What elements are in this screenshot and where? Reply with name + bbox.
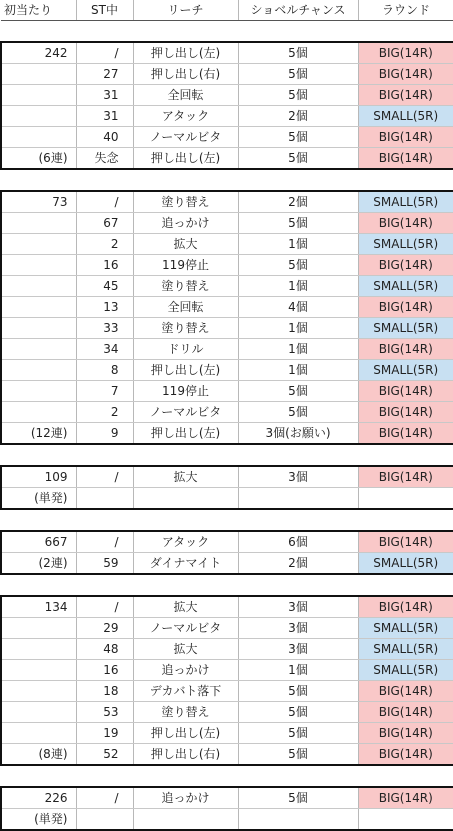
reach-cell[interactable]: デカバト落下 xyxy=(133,681,238,702)
st-cell[interactable]: / xyxy=(76,42,133,64)
st-cell[interactable]: 67 xyxy=(76,213,133,234)
header-hit[interactable]: 初当たり xyxy=(1,0,76,21)
reach-cell[interactable]: 押し出し(右) xyxy=(133,64,238,85)
hit-cell[interactable] xyxy=(1,127,76,148)
spacer-cell[interactable] xyxy=(133,509,238,531)
shovel-cell[interactable]: 5個 xyxy=(238,85,358,106)
hit-cell[interactable] xyxy=(1,681,76,702)
round-cell[interactable]: SMALL(5R) xyxy=(358,191,453,213)
spacer-cell[interactable] xyxy=(358,509,453,531)
st-cell[interactable]: / xyxy=(76,596,133,618)
shovel-cell[interactable]: 5個 xyxy=(238,702,358,723)
reach-cell[interactable]: 拡大 xyxy=(133,596,238,618)
table-row xyxy=(1,596,453,618)
spacer-cell[interactable] xyxy=(238,169,358,191)
round-cell[interactable]: SMALL(5R) xyxy=(358,234,453,255)
spacer-cell[interactable] xyxy=(1,574,76,596)
hit-cell[interactable] xyxy=(1,234,76,255)
st-cell[interactable]: 29 xyxy=(76,618,133,639)
hit-cell[interactable]: 134 xyxy=(1,596,76,618)
table-row xyxy=(1,276,453,297)
hit-cell[interactable]: 667 xyxy=(1,531,76,553)
st-cell[interactable]: 19 xyxy=(76,723,133,744)
table-row xyxy=(1,318,453,339)
round-cell[interactable]: BIG(14R) xyxy=(358,423,453,445)
shovel-cell[interactable] xyxy=(238,488,358,510)
round-cell[interactable]: SMALL(5R) xyxy=(358,553,453,575)
st-cell[interactable]: 27 xyxy=(76,64,133,85)
table-row xyxy=(1,42,453,64)
table-row xyxy=(1,381,453,402)
st-cell[interactable]: 48 xyxy=(76,639,133,660)
round-cell[interactable] xyxy=(358,809,453,831)
round-cell[interactable]: BIG(14R) xyxy=(358,127,453,148)
group-spacer xyxy=(1,574,453,596)
table-row xyxy=(1,85,453,106)
st-cell[interactable]: 59 xyxy=(76,553,133,575)
shovel-cell[interactable]: 5個 xyxy=(238,723,358,744)
st-cell[interactable]: 2 xyxy=(76,234,133,255)
shovel-cell[interactable]: 3個 xyxy=(238,466,358,488)
reach-cell[interactable]: 塗り替え xyxy=(133,276,238,297)
spacer-cell[interactable] xyxy=(133,444,238,466)
table-row xyxy=(1,618,453,639)
table-row xyxy=(1,466,453,488)
round-cell[interactable]: BIG(14R) xyxy=(358,787,453,809)
spacer-cell[interactable] xyxy=(358,21,453,43)
group-spacer xyxy=(1,444,453,466)
st-cell[interactable]: 16 xyxy=(76,660,133,681)
table-row xyxy=(1,553,453,575)
spacer-cell[interactable] xyxy=(76,765,133,787)
hit-cell[interactable] xyxy=(1,297,76,318)
st-cell[interactable]: 33 xyxy=(76,318,133,339)
table-row xyxy=(1,127,453,148)
shovel-cell[interactable]: 2個 xyxy=(238,106,358,127)
header-st[interactable]: ST中 xyxy=(76,0,133,21)
reach-cell[interactable]: 押し出し(左) xyxy=(133,360,238,381)
table-row xyxy=(1,106,453,127)
reach-cell[interactable]: 押し出し(左) xyxy=(133,423,238,445)
spacer-cell[interactable] xyxy=(1,509,76,531)
st-cell[interactable]: 34 xyxy=(76,339,133,360)
reach-cell[interactable]: 拡大 xyxy=(133,466,238,488)
spacer-cell[interactable] xyxy=(76,21,133,43)
shovel-cell[interactable]: 1個 xyxy=(238,360,358,381)
hit-cell[interactable]: 242 xyxy=(1,42,76,64)
round-cell[interactable]: SMALL(5R) xyxy=(358,639,453,660)
shovel-cell[interactable]: 3個 xyxy=(238,639,358,660)
header-reach[interactable]: リーチ xyxy=(133,0,238,21)
round-cell[interactable]: SMALL(5R) xyxy=(358,360,453,381)
hit-cell[interactable] xyxy=(1,702,76,723)
round-cell[interactable]: BIG(14R) xyxy=(358,723,453,744)
reach-cell[interactable]: 拡大 xyxy=(133,639,238,660)
table-row xyxy=(1,681,453,702)
hit-cell[interactable] xyxy=(1,106,76,127)
spacer-cell[interactable] xyxy=(238,509,358,531)
reach-cell[interactable]: 全回転 xyxy=(133,85,238,106)
table-row xyxy=(1,402,453,423)
reach-cell[interactable]: 塗り替え xyxy=(133,318,238,339)
reach-cell[interactable]: 119停止 xyxy=(133,255,238,276)
shovel-cell[interactable]: 4個 xyxy=(238,297,358,318)
hit-cell[interactable] xyxy=(1,618,76,639)
table-row xyxy=(1,787,453,809)
spacer-cell[interactable] xyxy=(133,169,238,191)
hit-cell[interactable]: (単発) xyxy=(1,809,76,831)
shovel-cell[interactable]: 5個 xyxy=(238,744,358,766)
st-cell[interactable]: 13 xyxy=(76,297,133,318)
st-cell[interactable]: 7 xyxy=(76,381,133,402)
reach-cell[interactable]: 押し出し(左) xyxy=(133,723,238,744)
shovel-cell[interactable]: 1個 xyxy=(238,276,358,297)
reach-cell[interactable]: 全回転 xyxy=(133,297,238,318)
shovel-cell[interactable]: 5個 xyxy=(238,64,358,85)
st-cell[interactable]: 18 xyxy=(76,681,133,702)
reach-cell[interactable]: アタック xyxy=(133,531,238,553)
reach-cell[interactable]: 塗り替え xyxy=(133,191,238,213)
table-row xyxy=(1,531,453,553)
reach-cell[interactable]: 追っかけ xyxy=(133,787,238,809)
reach-cell[interactable]: 押し出し(左) xyxy=(133,148,238,170)
st-cell[interactable]: 31 xyxy=(76,85,133,106)
spacer-cell[interactable] xyxy=(133,21,238,43)
hit-cell[interactable]: (単発) xyxy=(1,488,76,510)
round-cell[interactable]: BIG(14R) xyxy=(358,85,453,106)
spacer-cell[interactable] xyxy=(238,21,358,43)
spacer-cell[interactable] xyxy=(76,169,133,191)
shovel-cell[interactable]: 2個 xyxy=(238,191,358,213)
reach-cell[interactable]: 押し出し(右) xyxy=(133,744,238,766)
spacer-cell[interactable] xyxy=(238,444,358,466)
spacer-cell[interactable] xyxy=(76,509,133,531)
shovel-cell[interactable]: 5個 xyxy=(238,255,358,276)
spacer-cell[interactable] xyxy=(76,444,133,466)
reach-cell[interactable]: 押し出し(左) xyxy=(133,42,238,64)
round-cell[interactable]: SMALL(5R) xyxy=(358,318,453,339)
st-cell[interactable]: 8 xyxy=(76,360,133,381)
reach-cell[interactable] xyxy=(133,809,238,831)
spacer-cell[interactable] xyxy=(358,574,453,596)
hit-cell[interactable]: (6連) xyxy=(1,148,76,170)
hit-cell[interactable]: 73 xyxy=(1,191,76,213)
round-cell[interactable]: SMALL(5R) xyxy=(358,660,453,681)
st-cell[interactable]: / xyxy=(76,466,133,488)
shovel-cell[interactable]: 1個 xyxy=(238,234,358,255)
hit-cell[interactable] xyxy=(1,64,76,85)
hit-cell[interactable]: 226 xyxy=(1,787,76,809)
table-row xyxy=(1,360,453,381)
st-cell[interactable] xyxy=(76,809,133,831)
header-row xyxy=(1,0,453,21)
st-cell[interactable]: / xyxy=(76,531,133,553)
group-spacer xyxy=(1,21,453,43)
spacer-cell[interactable] xyxy=(358,169,453,191)
hit-cell[interactable]: 109 xyxy=(1,466,76,488)
reach-cell[interactable]: 塗り替え xyxy=(133,702,238,723)
st-cell[interactable]: 53 xyxy=(76,702,133,723)
hit-cell[interactable] xyxy=(1,318,76,339)
reach-cell[interactable]: ノーマルビタ xyxy=(133,402,238,423)
spacer-cell[interactable] xyxy=(1,169,76,191)
shovel-cell[interactable]: 2個 xyxy=(238,553,358,575)
shovel-cell[interactable]: 6個 xyxy=(238,531,358,553)
reach-cell[interactable]: ノーマルビタ xyxy=(133,618,238,639)
hit-cell[interactable] xyxy=(1,360,76,381)
hit-cell[interactable] xyxy=(1,213,76,234)
st-cell[interactable]: 16 xyxy=(76,255,133,276)
reach-cell[interactable]: ドリル xyxy=(133,339,238,360)
header-round[interactable]: ラウンド xyxy=(358,0,453,21)
round-cell[interactable]: BIG(14R) xyxy=(358,297,453,318)
st-cell[interactable]: / xyxy=(76,191,133,213)
st-cell[interactable]: 52 xyxy=(76,744,133,766)
shovel-cell[interactable]: 3個(お願い) xyxy=(238,423,358,445)
spacer-cell[interactable] xyxy=(1,21,76,43)
round-cell[interactable]: BIG(14R) xyxy=(358,64,453,85)
hit-cell[interactable] xyxy=(1,402,76,423)
shovel-cell[interactable]: 3個 xyxy=(238,596,358,618)
round-cell[interactable]: BIG(14R) xyxy=(358,744,453,766)
st-cell[interactable]: 31 xyxy=(76,106,133,127)
st-cell[interactable] xyxy=(76,488,133,510)
reach-cell[interactable]: ダイナマイト xyxy=(133,553,238,575)
reach-cell[interactable]: ノーマルビタ xyxy=(133,127,238,148)
shovel-cell[interactable]: 5個 xyxy=(238,787,358,809)
round-cell[interactable]: BIG(14R) xyxy=(358,42,453,64)
table-row xyxy=(1,148,453,170)
st-cell[interactable]: / xyxy=(76,787,133,809)
hit-cell[interactable] xyxy=(1,255,76,276)
round-cell[interactable]: BIG(14R) xyxy=(358,213,453,234)
table-row xyxy=(1,297,453,318)
shovel-cell[interactable]: 5個 xyxy=(238,381,358,402)
table-row xyxy=(1,744,453,766)
round-cell[interactable]: BIG(14R) xyxy=(358,531,453,553)
group-spacer xyxy=(1,509,453,531)
hit-cell[interactable] xyxy=(1,381,76,402)
hit-cell[interactable]: (12連) xyxy=(1,423,76,445)
shovel-cell[interactable]: 1個 xyxy=(238,318,358,339)
round-cell[interactable]: BIG(14R) xyxy=(358,339,453,360)
shovel-cell[interactable]: 3個 xyxy=(238,618,358,639)
group-spacer xyxy=(1,765,453,787)
hit-cell[interactable] xyxy=(1,660,76,681)
spacer-cell[interactable] xyxy=(1,765,76,787)
hit-cell[interactable] xyxy=(1,639,76,660)
round-cell[interactable]: SMALL(5R) xyxy=(358,276,453,297)
st-cell[interactable]: 40 xyxy=(76,127,133,148)
round-cell[interactable]: BIG(14R) xyxy=(358,381,453,402)
hit-cell[interactable] xyxy=(1,85,76,106)
table-row xyxy=(1,234,453,255)
st-cell[interactable]: 2 xyxy=(76,402,133,423)
spacer-cell[interactable] xyxy=(133,765,238,787)
round-cell[interactable]: BIG(14R) xyxy=(358,255,453,276)
round-cell[interactable]: BIG(14R) xyxy=(358,681,453,702)
table-row xyxy=(1,702,453,723)
shovel-cell[interactable]: 5個 xyxy=(238,148,358,170)
shovel-cell[interactable]: 5個 xyxy=(238,402,358,423)
shovel-cell[interactable]: 5個 xyxy=(238,127,358,148)
hit-cell[interactable]: (2連) xyxy=(1,553,76,575)
table-row xyxy=(1,191,453,213)
st-cell[interactable]: 45 xyxy=(76,276,133,297)
round-cell[interactable]: SMALL(5R) xyxy=(358,618,453,639)
spacer-cell[interactable] xyxy=(133,574,238,596)
shovel-cell[interactable]: 1個 xyxy=(238,339,358,360)
spacer-cell[interactable] xyxy=(1,444,76,466)
reach-cell[interactable] xyxy=(133,488,238,510)
spacer-cell[interactable] xyxy=(76,574,133,596)
table-row xyxy=(1,339,453,360)
table-row xyxy=(1,660,453,681)
table-row xyxy=(1,723,453,744)
header-shovel[interactable]: ショベルチャンス xyxy=(238,0,358,21)
round-cell[interactable]: BIG(14R) xyxy=(358,402,453,423)
spacer-cell[interactable] xyxy=(358,765,453,787)
shovel-cell[interactable] xyxy=(238,809,358,831)
hit-cell[interactable] xyxy=(1,339,76,360)
reach-cell[interactable]: 119停止 xyxy=(133,381,238,402)
st-cell[interactable]: 失念 xyxy=(76,148,133,170)
table-row xyxy=(1,64,453,85)
round-cell[interactable] xyxy=(358,488,453,510)
table-row xyxy=(1,488,453,510)
reach-cell[interactable]: アタック xyxy=(133,106,238,127)
hit-cell[interactable]: (8連) xyxy=(1,744,76,766)
reach-cell[interactable]: 拡大 xyxy=(133,234,238,255)
shovel-cell[interactable]: 5個 xyxy=(238,681,358,702)
round-cell[interactable]: SMALL(5R) xyxy=(358,106,453,127)
spacer-cell[interactable] xyxy=(358,444,453,466)
hit-cell[interactable] xyxy=(1,276,76,297)
table-row xyxy=(1,255,453,276)
reach-cell[interactable]: 追っかけ xyxy=(133,660,238,681)
round-cell[interactable]: BIG(14R) xyxy=(358,466,453,488)
spacer-cell[interactable] xyxy=(238,574,358,596)
shovel-cell[interactable]: 5個 xyxy=(238,42,358,64)
hit-cell[interactable] xyxy=(1,723,76,744)
table-row xyxy=(1,213,453,234)
st-cell[interactable]: 9 xyxy=(76,423,133,445)
spacer-cell[interactable] xyxy=(238,765,358,787)
round-cell[interactable]: BIG(14R) xyxy=(358,702,453,723)
table-row xyxy=(1,639,453,660)
table-row xyxy=(1,809,453,831)
shovel-cell[interactable]: 5個 xyxy=(238,213,358,234)
reach-cell[interactable]: 追っかけ xyxy=(133,213,238,234)
round-cell[interactable]: BIG(14R) xyxy=(358,148,453,170)
round-cell[interactable]: BIG(14R) xyxy=(358,596,453,618)
shovel-cell[interactable]: 1個 xyxy=(238,660,358,681)
group-spacer xyxy=(1,169,453,191)
table-row xyxy=(1,423,453,445)
